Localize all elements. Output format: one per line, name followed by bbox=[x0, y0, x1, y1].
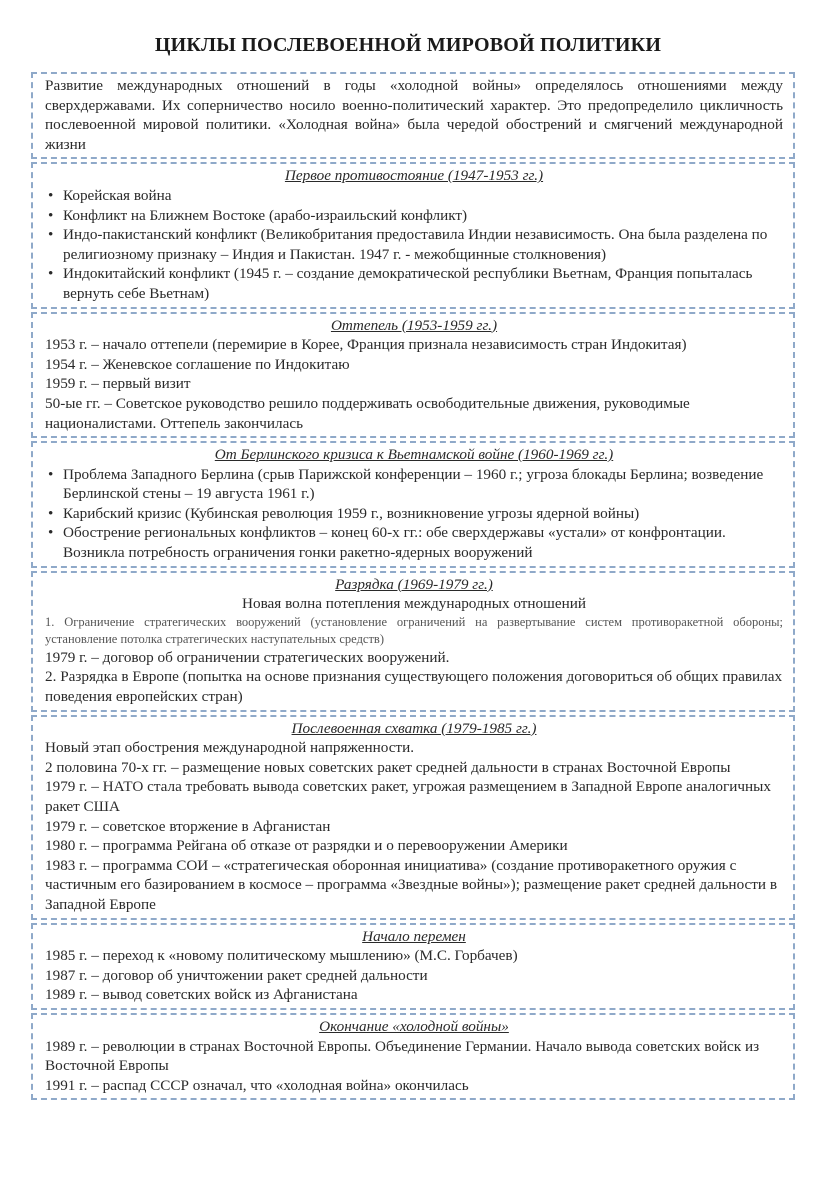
event-line: 1979 г. – договор об ограничении стратегических вооружений. bbox=[45, 648, 450, 666]
section-detente bbox=[31, 571, 795, 712]
section-end-of-cold-war bbox=[31, 1013, 795, 1100]
list-item: • Карибский кризис (Кубинская революция 1959 г., возникновение угрозы ядерной войны) bbox=[45, 504, 783, 524]
page-title: ЦИКЛЫ ПОСЛЕВОЕННОЙ МИРОВОЙ ПОЛИТИКИ bbox=[154, 34, 662, 56]
list-item: • Корейская война bbox=[45, 186, 783, 206]
section-berlin-to-vietnam bbox=[31, 441, 795, 568]
list-item: • Индокитайский конфликт (1945 г. – создание демократической республики Вьетнам, Франция попыталась вернуть себе Вьетнам) bbox=[45, 264, 783, 303]
intro-text: Развитие международных отношений в годы «холодной войны» определялось отношениями между сверхдержавами. Их соперничество носило военно-политический характер. Это предопределило цикличность послевоенной мировой политики. «Холодная война» была чередой обострений и смягчений международной жизни bbox=[45, 77, 783, 153]
bullet-list bbox=[45, 186, 783, 304]
section-beginning-of-change bbox=[31, 923, 795, 1010]
bullet-list bbox=[45, 465, 783, 563]
list-item: • Проблема Западного Берлина (срыв Парижской конференции – 1960 г.; угроза блокады Берлина; возведение Берлинской стены – 19 августа 1961 г.) bbox=[45, 465, 783, 504]
section-first-confrontation bbox=[31, 162, 795, 308]
section-heading: Оттепель (1953-1959 гг.) bbox=[330, 316, 498, 334]
event-line: 1979 г. – НАТО стала требовать вывода советских ракет, угрожая размещением в Западной Европе аналогичных ракет США bbox=[45, 778, 771, 815]
event-line: 1980 г. – программа Рейгана об отказе от разрядки и о перевооружении Америки bbox=[45, 837, 568, 855]
section-heading: Послевоенная схватка (1979-1985 гг.) bbox=[291, 719, 537, 737]
section-heading: От Берлинского кризиса к Вьетнамской войне (1960-1969 гг.) bbox=[214, 446, 614, 464]
event-line: 50-ые гг. – Советское руководство решило поддерживать освободительные движения, руководимые националистами. Оттепель закончилась bbox=[45, 394, 690, 432]
section-heading: Начало перемен bbox=[362, 927, 466, 945]
event-line: Новый этап обострения международной напряженности. bbox=[45, 739, 414, 757]
event-line: 1983 г. – программа СОИ – «стратегическая оборонная инициатива» (создание противоракетного оружия с частичным его базированием в космосе – программа «Звездные войны»); размещение ракет средней дальности в Западной Европе bbox=[45, 856, 778, 913]
event-line: 1985 г. – переход к «новому политическому мышлению» (М.С. Горбачев) bbox=[45, 947, 518, 965]
cycles-table bbox=[31, 72, 795, 1103]
event-line: 1954 г. – Женевское соглашение по Индокитаю bbox=[45, 355, 350, 373]
event-line: 1987 г. – договор об уничтожении ракет средней дальности bbox=[45, 966, 428, 984]
event-line: 1989 г. – революции в странах Восточной Европы. Объединение Германии. Начало вывода советских войск из Восточной Европы bbox=[45, 1037, 760, 1075]
event-line: 1953 г. – начало оттепели (перемирие в Корее, Франция признала независимость стран Индокитая) bbox=[45, 336, 687, 354]
detail-note: 1. Ограничение стратегических вооружений (установление ограничений на развертывание систем противоракетной обороны; установление потолка стратегических наступательных средств) bbox=[45, 614, 783, 646]
event-line: 1959 г. – первый визит bbox=[45, 375, 191, 393]
event-line: 1989 г. – вывод советских войск из Афганистана bbox=[45, 986, 358, 1004]
event-line: 1991 г. – распад СССР означал, что «холодная война» окончилась bbox=[45, 1076, 469, 1094]
event-line: 2 половина 70-х гг. – размещение новых советских ракет средней дальности в странах Восточной Европы bbox=[45, 758, 731, 776]
section-thaw bbox=[31, 312, 795, 439]
section-heading: Разрядка (1969-1979 гг.) bbox=[335, 575, 493, 593]
intro-box bbox=[31, 72, 795, 159]
list-item: • Индо-пакистанский конфликт (Великобритания предоставила Индии независимость. Она была разделена по религиозному признаку – Индия и Пакистан. 1947 г. - межобщинные столкновения) bbox=[45, 225, 783, 264]
section-heading: Первое противостояние (1947-1953 гг.) bbox=[284, 167, 544, 185]
section-subheading: Новая волна потепления международных отношений bbox=[242, 595, 586, 613]
section-heading: Окончание «холодной войны» bbox=[319, 1017, 509, 1035]
event-line: 1979 г. – советское вторжение в Афганистан bbox=[45, 817, 331, 835]
section-postwar-struggle bbox=[31, 715, 795, 920]
list-item: • Обострение региональных конфликтов – конец 60-х гг.: обе сверхдержавы «устали» от конфронтации. Возникла потребность ограничения гонки ракетно-ядерных вооружений bbox=[45, 523, 783, 562]
event-line: 2. Разрядка в Европе (попытка на основе признания существующего положения договориться об общих правилах поведения европейских стран) bbox=[45, 668, 783, 706]
list-item: • Конфликт на Ближнем Востоке (арабо-израильский конфликт) bbox=[45, 206, 783, 226]
